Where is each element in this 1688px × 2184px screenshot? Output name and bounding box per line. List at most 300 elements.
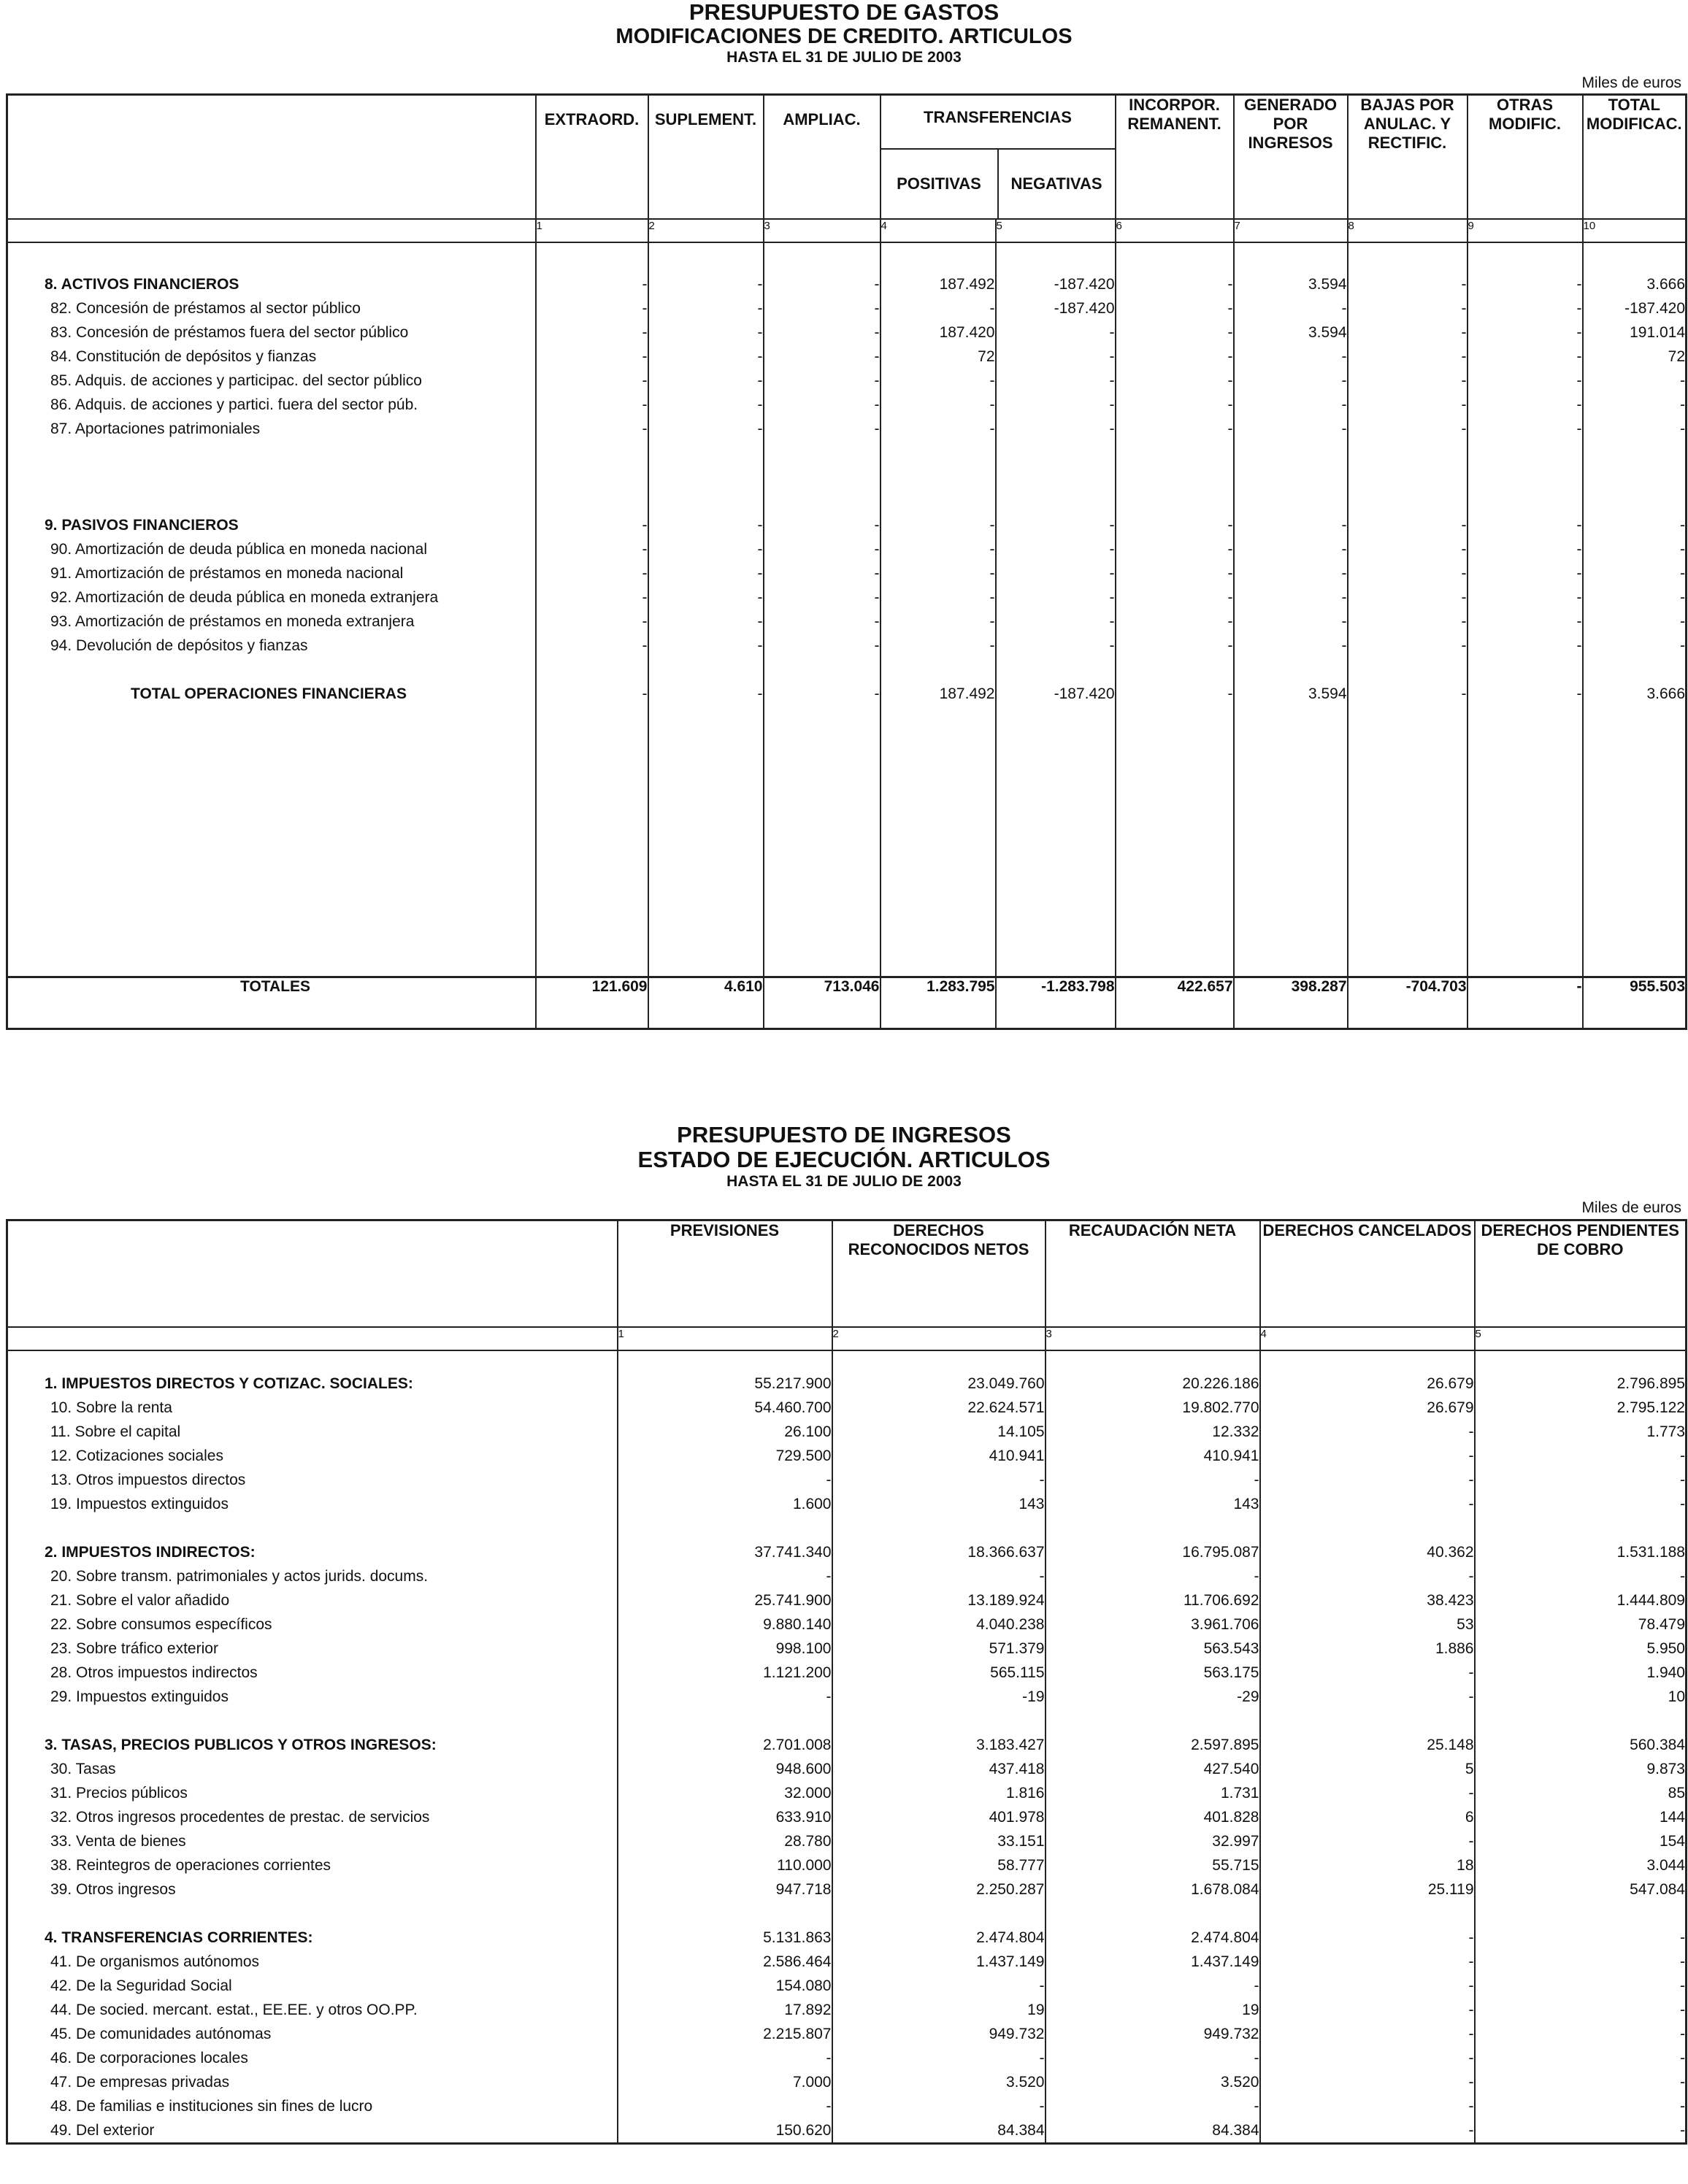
- table-row: [7, 345, 1687, 369]
- header-pendientes: DERECHOS PENDIENTES DE COBRO: [1475, 1220, 1687, 1327]
- row-label: [7, 658, 536, 682]
- row-value: -: [1475, 1974, 1687, 1998]
- row-value: [764, 489, 881, 513]
- row-value: 1.816: [832, 1781, 1046, 1805]
- row-value: 6: [1260, 1805, 1475, 1829]
- gastos-colnum: 6: [1116, 219, 1234, 242]
- row-value: 3.594: [1234, 320, 1348, 345]
- row-value: [648, 658, 764, 682]
- table-row: [7, 634, 1687, 658]
- gastos-unit-label: Miles de euros: [1581, 74, 1681, 91]
- row-value: -: [536, 513, 648, 537]
- row-value: -: [1234, 345, 1348, 369]
- row-value: -: [536, 320, 648, 345]
- row-value: -: [1348, 417, 1468, 441]
- row-value: -: [648, 320, 764, 345]
- gastos-period: HASTA EL 31 DE JULIO DE 2003: [726, 49, 962, 66]
- table-row: [7, 1877, 1687, 1902]
- totals-cell: 4.610: [648, 977, 764, 1029]
- row-value: [1046, 1709, 1260, 1733]
- row-value: 72: [881, 345, 996, 369]
- spacer-row: [7, 1709, 1687, 1733]
- row-value: [832, 1902, 1046, 1926]
- row-padding: [7, 242, 1687, 272]
- ingresos-period: HASTA EL 31 DE JULIO DE 2003: [726, 1173, 962, 1190]
- row-value: 19.802.770: [1046, 1396, 1260, 1420]
- row-value: -: [1234, 537, 1348, 561]
- row-value: 571.379: [832, 1637, 1046, 1661]
- row-value: -: [764, 393, 881, 417]
- row-value: [1583, 489, 1687, 513]
- row-value: 7.000: [618, 2070, 832, 2094]
- row-value: 25.741.900: [618, 1588, 832, 1612]
- ingresos-title-block: [0, 1123, 1688, 1191]
- row-value: -: [1234, 296, 1348, 320]
- row-value: 144: [1475, 1805, 1687, 1829]
- row-value: [1348, 465, 1468, 489]
- row-value: -: [648, 369, 764, 393]
- row-value: 1.121.200: [618, 1661, 832, 1685]
- row-label: 1. IMPUESTOS DIRECTOS Y COTIZAC. SOCIALES:: [7, 1372, 618, 1396]
- row-value: -: [881, 296, 996, 320]
- row-value: 2.701.008: [618, 1733, 832, 1757]
- category-row: [7, 1733, 1687, 1757]
- row-value: -29: [1046, 1685, 1260, 1709]
- row-value: -187.420: [996, 682, 1116, 706]
- row-value: 25.148: [1260, 1733, 1475, 1757]
- header-incorpor: INCORPOR. REMANENT.: [1116, 95, 1234, 220]
- gastos-table: [6, 93, 1687, 1030]
- ingresos-colnum: 4: [1260, 1327, 1475, 1350]
- row-value: -: [764, 369, 881, 393]
- row-value: -: [1116, 296, 1234, 320]
- ingresos-colnum: 1: [618, 1327, 832, 1350]
- row-value: -: [648, 393, 764, 417]
- row-label: 28. Otros impuestos indirectos: [7, 1661, 618, 1685]
- row-value: [881, 489, 996, 513]
- row-value: -: [764, 296, 881, 320]
- gastos-body: [7, 242, 1687, 977]
- row-value: -: [536, 585, 648, 610]
- row-value: -: [832, 1974, 1046, 1998]
- header-positivas: POSITIVAS: [881, 150, 999, 218]
- row-value: -: [881, 513, 996, 537]
- row-value: -: [1468, 320, 1583, 345]
- row-value: -: [764, 513, 881, 537]
- row-value: [618, 1902, 832, 1926]
- row-value: 1.600: [618, 1492, 832, 1516]
- header-transferencias: [881, 95, 1116, 220]
- row-label: [7, 1516, 618, 1540]
- row-value: -: [1260, 1468, 1475, 1492]
- row-value: -: [536, 682, 648, 706]
- row-value: -: [1234, 585, 1348, 610]
- row-value: 1.678.084: [1046, 1877, 1260, 1902]
- row-value: 4.040.238: [832, 1612, 1046, 1637]
- row-value: -: [764, 345, 881, 369]
- row-value: 998.100: [618, 1637, 832, 1661]
- row-label: 12. Cotizaciones sociales: [7, 1444, 618, 1468]
- totals-label: TOTALES: [7, 977, 536, 1029]
- row-value: -: [1348, 272, 1468, 296]
- row-padding: [7, 706, 1687, 977]
- ingresos-body: [7, 1350, 1687, 2144]
- row-value: [618, 1516, 832, 1540]
- totals-cell: 1.283.795: [881, 977, 996, 1029]
- row-value: 3.594: [1234, 682, 1348, 706]
- row-value: [1468, 465, 1583, 489]
- row-label: [7, 489, 536, 513]
- table-row: [7, 320, 1687, 345]
- row-value: [996, 658, 1116, 682]
- row-value: -187.420: [996, 296, 1116, 320]
- row-value: -: [648, 561, 764, 585]
- row-value: 18: [1260, 1853, 1475, 1877]
- row-value: 14.105: [832, 1420, 1046, 1444]
- row-value: -: [1116, 537, 1234, 561]
- row-value: 1.940: [1475, 1661, 1687, 1685]
- row-value: -: [1116, 345, 1234, 369]
- row-padding: [7, 1350, 1687, 1372]
- row-value: -: [618, 1564, 832, 1588]
- row-value: -: [536, 610, 648, 634]
- row-value: -: [1046, 1974, 1260, 1998]
- totals-cell: -1.283.798: [996, 977, 1116, 1029]
- row-value: 1.531.188: [1475, 1540, 1687, 1564]
- table-row: [7, 2094, 1687, 2118]
- gastos-colnum: 2: [648, 219, 764, 242]
- gastos-colnum-blank: [7, 219, 536, 242]
- spacer-row: [7, 658, 1687, 682]
- row-value: 18.366.637: [832, 1540, 1046, 1564]
- table-row: [7, 1757, 1687, 1781]
- row-value: -: [1475, 2046, 1687, 2070]
- row-value: -: [1234, 634, 1348, 658]
- row-value: -: [996, 417, 1116, 441]
- row-value: [1234, 465, 1348, 489]
- gastos-title-block: [0, 0, 1688, 67]
- row-value: 20.226.186: [1046, 1372, 1260, 1396]
- row-value: 3.520: [832, 2070, 1046, 2094]
- row-value: 3.666: [1583, 272, 1687, 296]
- row-label: 19. Impuestos extinguidos: [7, 1492, 618, 1516]
- row-value: -: [1475, 1998, 1687, 2022]
- row-value: [1348, 658, 1468, 682]
- row-value: 949.732: [1046, 2022, 1260, 2046]
- row-value: -: [1260, 1444, 1475, 1468]
- header-negativas: NEGATIVAS: [1010, 174, 1102, 193]
- row-value: -: [1260, 2022, 1475, 2046]
- row-label: 87. Aportaciones patrimoniales: [7, 417, 536, 441]
- row-value: -: [1468, 417, 1583, 441]
- row-value: -: [1260, 2046, 1475, 2070]
- row-value: -: [1348, 585, 1468, 610]
- row-value: [1468, 658, 1583, 682]
- table-row: [7, 1974, 1687, 1998]
- row-value: -: [764, 537, 881, 561]
- row-value: 1.886: [1260, 1637, 1475, 1661]
- row-value: 401.828: [1046, 1805, 1260, 1829]
- row-value: -: [1116, 634, 1234, 658]
- row-value: 187.492: [881, 272, 996, 296]
- row-value: 3.183.427: [832, 1733, 1046, 1757]
- row-value: [764, 465, 881, 489]
- row-value: 17.892: [618, 1998, 832, 2022]
- row-value: -: [1348, 682, 1468, 706]
- row-value: -: [536, 272, 648, 296]
- row-label: 30. Tasas: [7, 1757, 618, 1781]
- row-value: -: [1475, 1950, 1687, 1974]
- row-value: 401.978: [832, 1805, 1046, 1829]
- row-value: -: [1260, 1661, 1475, 1685]
- row-value: 22.624.571: [832, 1396, 1046, 1420]
- row-value: 3.666: [1583, 682, 1687, 706]
- row-value: [648, 465, 764, 489]
- row-label: 29. Impuestos extinguidos: [7, 1685, 618, 1709]
- table-row: [7, 561, 1687, 585]
- row-value: -: [764, 585, 881, 610]
- row-value: -: [1583, 634, 1687, 658]
- totals-cell: -: [1468, 977, 1583, 1029]
- ingresos-subtitle: ESTADO DE EJECUCIÓN. ARTICULOS: [637, 1147, 1051, 1172]
- row-value: -: [536, 561, 648, 585]
- row-value: -: [1348, 537, 1468, 561]
- row-value: -: [1260, 1998, 1475, 2022]
- row-value: 150.620: [618, 2118, 832, 2144]
- table-row: [7, 417, 1687, 441]
- row-label: 2. IMPUESTOS INDIRECTOS:: [7, 1540, 618, 1564]
- row-value: -: [1260, 1781, 1475, 1805]
- row-value: [1046, 1902, 1260, 1926]
- row-value: 54.460.700: [618, 1396, 832, 1420]
- row-value: 78.479: [1475, 1612, 1687, 1637]
- row-value: [1234, 489, 1348, 513]
- row-value: -: [832, 1564, 1046, 1588]
- row-value: -187.420: [996, 272, 1116, 296]
- subtotal-row: [7, 682, 1687, 706]
- row-value: -: [764, 320, 881, 345]
- row-value: [996, 489, 1116, 513]
- row-value: 9.873: [1475, 1757, 1687, 1781]
- gastos-header-blank: [7, 95, 536, 220]
- row-value: -: [832, 2094, 1046, 2118]
- table-row: [7, 1829, 1687, 1853]
- row-value: -: [1260, 2070, 1475, 2094]
- row-value: 23.049.760: [832, 1372, 1046, 1396]
- row-label: 84. Constitución de depósitos y fianzas: [7, 345, 536, 369]
- row-label: 39. Otros ingresos: [7, 1877, 618, 1902]
- table-row: [7, 2118, 1687, 2144]
- row-value: -: [1583, 417, 1687, 441]
- spacer-row: [7, 441, 1687, 465]
- row-value: -: [1348, 320, 1468, 345]
- row-value: -: [1260, 2118, 1475, 2144]
- header-derechos-reconocidos: DERECHOS RECONOCIDOS NETOS: [832, 1220, 1046, 1327]
- header-cancelados: DERECHOS CANCELADOS: [1260, 1220, 1475, 1327]
- row-value: 26.679: [1260, 1372, 1475, 1396]
- row-value: -: [1046, 2046, 1260, 2070]
- row-label: 3. TASAS, PRECIOS PUBLICOS Y OTROS INGRESOS:: [7, 1733, 618, 1757]
- row-value: 143: [1046, 1492, 1260, 1516]
- row-value: 55.715: [1046, 1853, 1260, 1877]
- row-value: 84.384: [832, 2118, 1046, 2144]
- row-value: [881, 465, 996, 489]
- row-value: -: [1116, 272, 1234, 296]
- table-row: [7, 610, 1687, 634]
- row-value: 947.718: [618, 1877, 832, 1902]
- gastos-colnum: 7: [1234, 219, 1348, 242]
- row-label: 83. Concesión de préstamos fuera del sector público: [7, 320, 536, 345]
- row-value: 38.423: [1260, 1588, 1475, 1612]
- row-value: -: [1260, 2094, 1475, 2118]
- category-row: [7, 1540, 1687, 1564]
- row-value: [1260, 1516, 1475, 1540]
- row-value: -: [1468, 585, 1583, 610]
- row-value: -: [1234, 417, 1348, 441]
- row-value: -: [996, 634, 1116, 658]
- header-extraord: EXTRAORD.: [536, 95, 648, 220]
- row-value: -: [1260, 1492, 1475, 1516]
- row-label: 23. Sobre tráfico exterior: [7, 1637, 618, 1661]
- row-value: [996, 465, 1116, 489]
- row-value: -: [1046, 1468, 1260, 1492]
- row-value: [1468, 489, 1583, 513]
- table-row: [7, 537, 1687, 561]
- row-value: 72: [1583, 345, 1687, 369]
- row-value: 2.474.804: [1046, 1926, 1260, 1950]
- row-value: [1234, 658, 1348, 682]
- row-value: 13.189.924: [832, 1588, 1046, 1612]
- row-value: [618, 1709, 832, 1733]
- row-label: [7, 441, 536, 465]
- row-value: -: [764, 272, 881, 296]
- row-label: 90. Amortización de deuda pública en moneda nacional: [7, 537, 536, 561]
- table-row: [7, 1420, 1687, 1444]
- row-value: -: [1348, 393, 1468, 417]
- row-value: -: [1116, 610, 1234, 634]
- row-value: -: [996, 561, 1116, 585]
- row-value: 3.594: [1234, 272, 1348, 296]
- row-value: 19: [1046, 1998, 1260, 2022]
- row-value: -: [832, 2046, 1046, 2070]
- row-value: -: [996, 537, 1116, 561]
- gastos-colnum: 3: [764, 219, 881, 242]
- row-value: 11.706.692: [1046, 1588, 1260, 1612]
- spacer-row: [7, 465, 1687, 489]
- row-value: 26.679: [1260, 1396, 1475, 1420]
- row-value: -: [1234, 369, 1348, 393]
- row-value: -: [1468, 634, 1583, 658]
- gastos-totals-row: [7, 977, 1687, 1029]
- row-value: -: [996, 513, 1116, 537]
- row-value: -: [881, 561, 996, 585]
- row-value: [764, 441, 881, 465]
- row-label: 93. Amortización de préstamos en moneda extranjera: [7, 610, 536, 634]
- row-value: -: [1468, 296, 1583, 320]
- row-value: 26.100: [618, 1420, 832, 1444]
- row-label: 42. De la Seguridad Social: [7, 1974, 618, 1998]
- header-bajas: BAJAS POR ANULAC. Y RECTIFIC.: [1348, 95, 1468, 220]
- row-value: -: [1348, 634, 1468, 658]
- row-value: -: [881, 417, 996, 441]
- row-value: -: [648, 682, 764, 706]
- row-value: -: [1583, 369, 1687, 393]
- ingresos-header-blank: [7, 1220, 618, 1327]
- category-row: [7, 1926, 1687, 1950]
- row-value: 154.080: [618, 1974, 832, 1998]
- row-label: 33. Venta de bienes: [7, 1829, 618, 1853]
- row-value: [832, 1709, 1046, 1733]
- row-value: [1475, 1709, 1687, 1733]
- row-value: 3.961.706: [1046, 1612, 1260, 1637]
- gastos-colnum: 4: [881, 219, 996, 242]
- row-value: -: [1475, 1444, 1687, 1468]
- row-value: -: [996, 320, 1116, 345]
- row-label: 13. Otros impuestos directos: [7, 1468, 618, 1492]
- row-value: [1583, 465, 1687, 489]
- row-value: [1116, 465, 1234, 489]
- row-value: [1348, 489, 1468, 513]
- row-value: -: [1260, 1926, 1475, 1950]
- row-value: [1475, 1902, 1687, 1926]
- table-row: [7, 1492, 1687, 1516]
- row-value: -: [1260, 1974, 1475, 1998]
- row-label: 45. De comunidades autónomas: [7, 2022, 618, 2046]
- row-value: 154: [1475, 1829, 1687, 1853]
- table-row: [7, 1612, 1687, 1637]
- row-value: -: [1234, 561, 1348, 585]
- row-value: -: [1583, 513, 1687, 537]
- row-value: -: [832, 1468, 1046, 1492]
- gastos-colnum: 9: [1468, 219, 1583, 242]
- row-value: -: [1116, 585, 1234, 610]
- row-label: 8. ACTIVOS FINANCIEROS: [7, 272, 536, 296]
- row-value: -: [1046, 2094, 1260, 2118]
- row-value: -: [881, 610, 996, 634]
- row-value: -: [648, 345, 764, 369]
- row-value: [1583, 658, 1687, 682]
- row-value: [536, 489, 648, 513]
- row-label: 85. Adquis. de acciones y participac. del sector público: [7, 369, 536, 393]
- category-row: [7, 272, 1687, 296]
- row-label: 11. Sobre el capital: [7, 1420, 618, 1444]
- row-value: -: [536, 537, 648, 561]
- row-value: -: [1475, 2022, 1687, 2046]
- totals-cell: -704.703: [1348, 977, 1468, 1029]
- row-value: -: [764, 610, 881, 634]
- category-row: [7, 513, 1687, 537]
- row-label: 46. De corporaciones locales: [7, 2046, 618, 2070]
- row-value: -: [1475, 1564, 1687, 1588]
- row-value: -: [764, 561, 881, 585]
- row-label: 22. Sobre consumos específicos: [7, 1612, 618, 1637]
- row-value: 58.777: [832, 1853, 1046, 1877]
- row-value: -: [536, 345, 648, 369]
- row-value: -: [648, 513, 764, 537]
- row-value: 32.000: [618, 1781, 832, 1805]
- row-value: [764, 658, 881, 682]
- table-row: [7, 1661, 1687, 1685]
- row-value: -: [1468, 682, 1583, 706]
- row-value: 3.520: [1046, 2070, 1260, 2094]
- table-row: [7, 1588, 1687, 1612]
- row-value: 1.437.149: [1046, 1950, 1260, 1974]
- gastos-subtitle: MODIFICACIONES DE CREDITO. ARTICULOS: [615, 25, 1073, 48]
- row-value: 410.941: [832, 1444, 1046, 1468]
- row-value: -: [1348, 345, 1468, 369]
- gastos-colnum: 1: [536, 219, 648, 242]
- row-value: -: [1468, 537, 1583, 561]
